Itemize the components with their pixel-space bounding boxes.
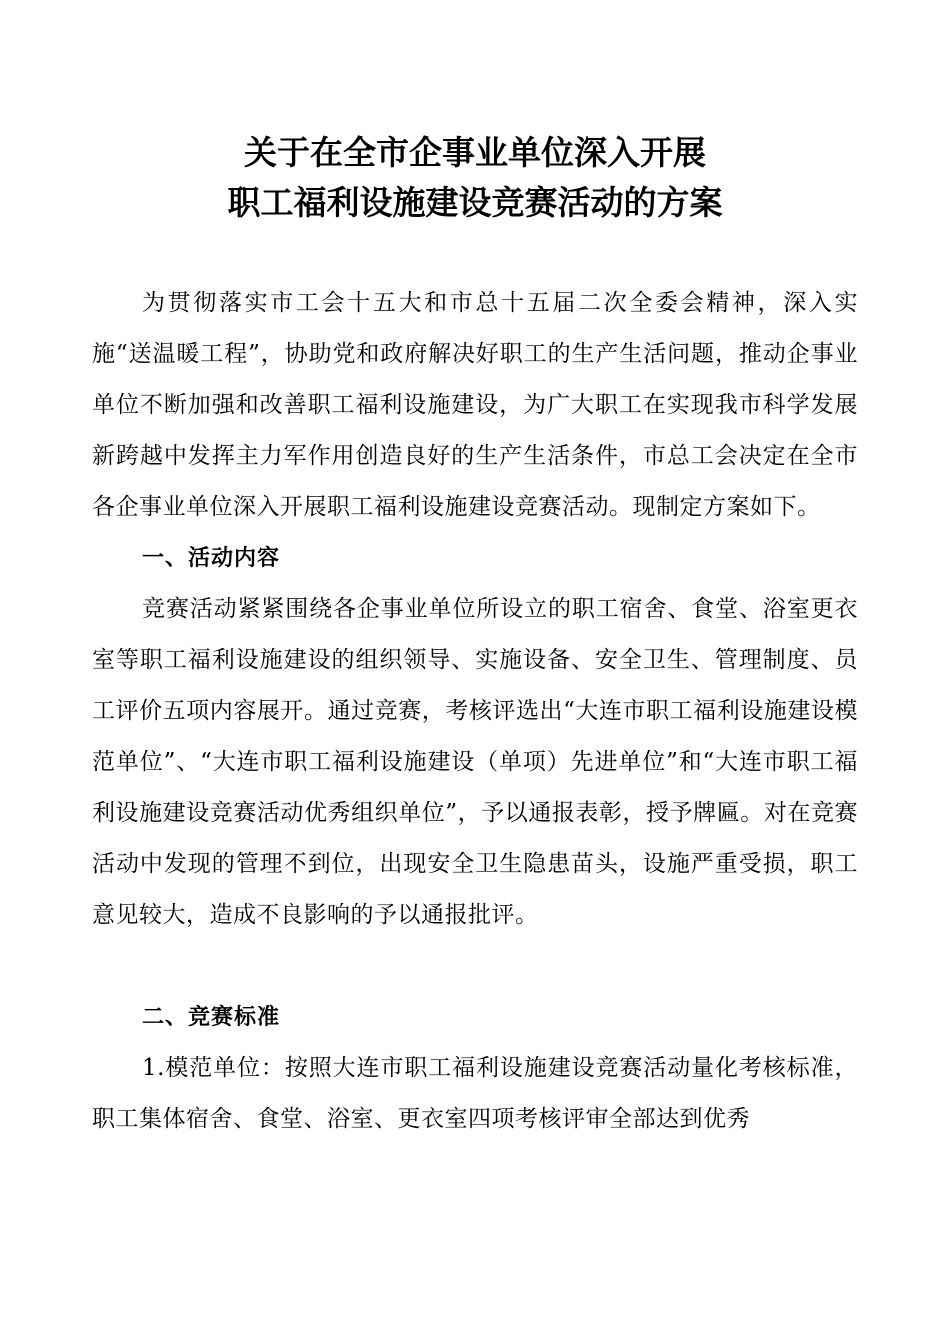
blank-line — [92, 941, 858, 992]
section-2-item-1: 1.模范单位：按照大连市职工福利设施建设竞赛活动量化考核标准，职工集体宿舍、食堂、浴室、更衣室四项考核评审全部达到优秀 — [92, 1055, 858, 1132]
document-title-line-2: 职工福利设施建设竞赛活动的方案 — [227, 183, 723, 222]
intro-paragraph: 为贯彻落实市工会十五大和市总十五届二次全委会精神，深入实施“送温暖工程”，协助党和政府解决好职工的生产生活问题，推动企事业单位不断加强和改善职工福利设施建设，为广大职工在实现我市科学发展新跨越中发挥主力军作用创造良好的生产生活条件，市总工会决定在全市各企事业单位深入开展职工福利设施建设竞赛活动。现制定方案如下。 — [92, 290, 858, 520]
document-title-line-1: 关于在全市企事业单位深入开展 — [244, 133, 706, 172]
section-2-heading: 二、竞赛标准 — [142, 1005, 281, 1030]
section-1-paragraph: 竞赛活动紧紧围绕各企事业单位所设立的职工宿舍、食堂、浴室更衣室等职工福利设施建设的组织领导、实施设备、安全卫生、管理制度、员工评价五项内容展开。通过竞赛，考核评选出“大连市职工福利设施建设模范单位”、“大连市职工福利设施建设（单项）先进单位”和“大连市职工福利设施建设竞赛活动优秀组织单位”，予以通报表彰，授予牌匾。对在竞赛活动中发现的管理不到位，出现安全卫生隐患苗头，设施严重受损，职工意见较大，造成不良影响的予以通报批评。 — [92, 596, 858, 928]
document-body — [92, 278, 858, 1145]
section-1-heading: 一、活动内容 — [142, 546, 281, 571]
